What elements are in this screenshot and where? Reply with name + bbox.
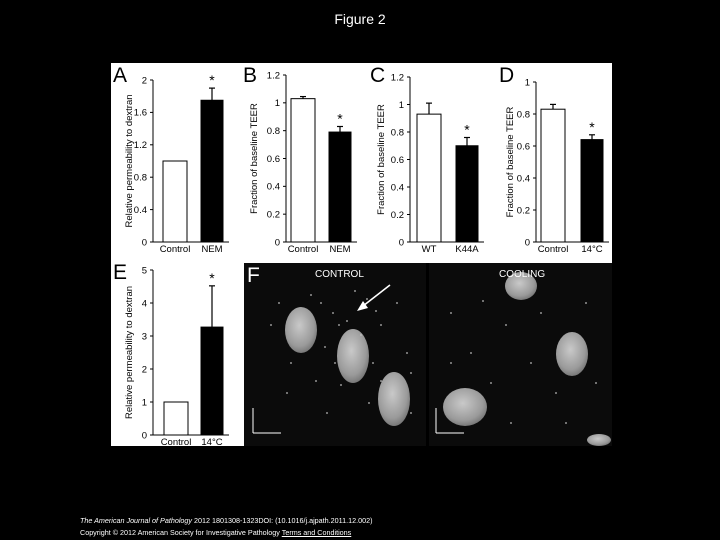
punctum (510, 422, 512, 424)
punctum (346, 320, 348, 322)
punctum (490, 382, 492, 384)
punctum (334, 362, 336, 364)
punctum (278, 302, 280, 304)
footer (80, 515, 373, 539)
y-tick-label: 0 (398, 237, 404, 249)
significance-marker: * (209, 269, 215, 286)
significance-marker: * (209, 72, 215, 89)
y-tick-label: 0 (524, 237, 530, 249)
terms-link[interactable]: Terms and Conditions (281, 528, 352, 537)
nucleus (587, 434, 611, 446)
punctum (396, 302, 398, 304)
citation-line (80, 515, 373, 527)
panel-letter: D (499, 64, 515, 87)
y-tick-label: 4 (141, 298, 147, 310)
chart-panel-d (499, 64, 609, 255)
punctum (470, 352, 472, 354)
y-tick-label: 0.8 (266, 125, 280, 137)
y-tick-label: 0.4 (266, 181, 280, 193)
y-tick-label: 1.6 (133, 107, 147, 119)
panel-letter: C (370, 64, 386, 87)
bar-k44a (456, 146, 478, 242)
citation-text: 2012 1801308-1323DOI: (10.1016/j.ajpath.2011.12.002) (192, 516, 373, 525)
y-axis-title: Fraction of baseline TEER (376, 104, 387, 215)
y-tick-label: 0.4 (516, 173, 530, 185)
y-tick-label: 1 (398, 99, 404, 111)
category-label: Control (160, 437, 192, 446)
punctum (315, 380, 317, 382)
y-tick-label: 0 (141, 430, 147, 442)
y-tick-label: 1 (274, 98, 280, 110)
category-label: Control (537, 244, 569, 255)
category-label: Control (287, 244, 319, 255)
y-axis-title: Relative permeability to dextran (124, 285, 135, 420)
punctum (410, 412, 412, 414)
punctum (324, 346, 326, 348)
nucleus (337, 329, 369, 383)
punctum (354, 290, 356, 292)
y-tick-label: 5 (141, 265, 147, 277)
bar-nem (201, 100, 223, 242)
y-axis-title: Fraction of baseline TEER (505, 106, 516, 218)
slide-title: Figure 2 (334, 11, 386, 27)
punctum (565, 422, 567, 424)
y-tick-label: 1.2 (133, 140, 147, 152)
copyright-line (80, 527, 373, 539)
micrograph-panel-f (244, 263, 612, 446)
category-label: NEM (201, 244, 223, 255)
punctum (310, 294, 312, 296)
punctum (320, 302, 322, 304)
punctum (380, 324, 382, 326)
y-tick-label: 0.8 (133, 172, 147, 184)
punctum (450, 362, 452, 364)
punctum (338, 324, 340, 326)
nucleus (378, 372, 410, 426)
significance-marker: * (464, 121, 470, 138)
y-tick-label: 0.4 (133, 204, 147, 216)
punctum (368, 402, 370, 404)
punctum (505, 324, 507, 326)
punctum (380, 380, 382, 382)
y-tick-label: 0.2 (390, 209, 404, 221)
bar-control (291, 99, 315, 242)
punctum (540, 312, 542, 314)
y-tick-label: 0.6 (516, 141, 530, 153)
y-tick-label: 0.4 (390, 182, 404, 194)
punctum (555, 392, 557, 394)
punctum (406, 352, 408, 354)
category-label: K44A (455, 244, 479, 255)
category-label: NEM (329, 244, 351, 255)
panel-letter: B (243, 64, 258, 87)
y-tick-label: 1 (141, 397, 147, 409)
punctum (290, 362, 292, 364)
nucleus (285, 307, 317, 353)
bar-control (163, 161, 187, 242)
punctum (375, 310, 377, 312)
punctum (340, 384, 342, 386)
punctum (360, 334, 362, 336)
chart-panel-b (243, 64, 357, 255)
punctum (530, 362, 532, 364)
chart-panel-e (113, 261, 229, 446)
punctum (595, 382, 597, 384)
significance-marker: * (589, 118, 595, 135)
figure-canvas (111, 63, 612, 446)
punctum (270, 324, 272, 326)
bar-wt (417, 114, 441, 242)
micrograph-label-cooling: COOLING (499, 269, 546, 280)
punctum (332, 312, 334, 314)
copyright-text: Copyright © 2012 American Society for Investigative Pathology (80, 528, 280, 537)
punctum (286, 392, 288, 394)
y-axis-title: Fraction of baseline TEER (249, 103, 260, 214)
y-tick-label: 0.8 (516, 109, 530, 121)
y-tick-label: 0.2 (266, 209, 280, 221)
punctum (410, 372, 412, 374)
punctum (482, 300, 484, 302)
y-tick-label: 1.2 (390, 72, 404, 84)
punctum (585, 302, 587, 304)
y-axis-title: Relative permeability to dextran (124, 94, 135, 228)
y-tick-label: 0 (141, 237, 147, 249)
y-tick-label: 0.8 (390, 127, 404, 139)
bar-control (164, 402, 188, 435)
punctum (326, 412, 328, 414)
panel-letter: E (113, 261, 128, 284)
y-tick-label: 0.2 (516, 205, 530, 217)
significance-marker: * (337, 110, 343, 127)
chart-panel-c (370, 64, 484, 255)
punctum (450, 312, 452, 314)
nucleus (556, 332, 588, 376)
panel-letter: A (113, 64, 128, 87)
category-label: WT (421, 244, 437, 255)
y-tick-label: 3 (141, 331, 147, 343)
chart-panel-a (113, 64, 229, 255)
category-label: 14°C (201, 437, 223, 446)
punctum (366, 298, 368, 300)
y-tick-label: 0.6 (266, 153, 280, 165)
y-tick-label: 1 (524, 77, 530, 89)
category-label: Control (159, 244, 191, 255)
y-tick-label: 0.6 (390, 154, 404, 166)
journal-name: The American Journal of Pathology (80, 516, 192, 525)
bar-nem (329, 132, 351, 242)
micrograph-label-control: CONTROL (315, 269, 364, 280)
bar-14-c (581, 140, 603, 242)
figure-2 (111, 63, 612, 446)
category-label: 14°C (581, 244, 603, 255)
y-tick-label: 2 (141, 75, 147, 87)
bar-14-c (201, 327, 223, 435)
y-tick-label: 0 (274, 237, 280, 249)
panel-letter-f: F (247, 264, 260, 287)
nucleus (443, 388, 487, 426)
punctum (372, 362, 374, 364)
bar-control (541, 109, 565, 242)
y-tick-label: 2 (141, 364, 147, 376)
y-tick-label: 1.2 (266, 70, 280, 82)
